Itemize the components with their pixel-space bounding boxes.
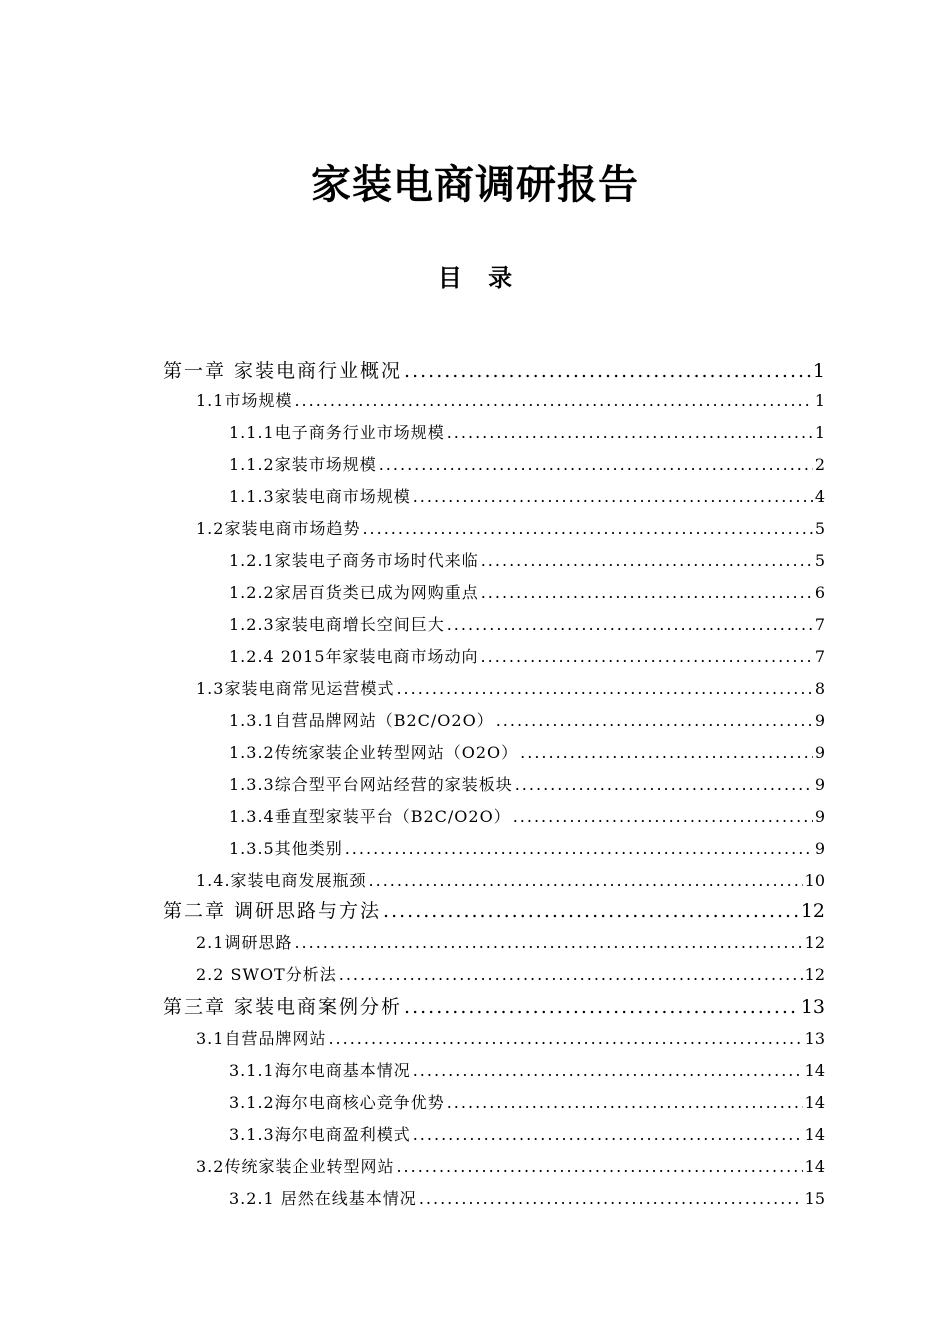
toc-dot-leader bbox=[379, 450, 813, 480]
toc-page-number: 9 bbox=[814, 711, 825, 730]
toc-dot-leader bbox=[481, 642, 813, 672]
toc-page-number: 12 bbox=[804, 965, 825, 984]
toc-dot-leader bbox=[419, 1184, 803, 1214]
toc-entry-title: 3.1自营品牌网站 bbox=[196, 1029, 327, 1048]
toc-entry-title: 1.3.3综合型平台网站经营的家装板块 bbox=[229, 775, 513, 794]
toc-entry-title: 3.1.1海尔电商基本情况 bbox=[229, 1061, 411, 1080]
toc-entry-title: 1.1市场规模 bbox=[196, 391, 293, 410]
toc-entry[interactable] bbox=[229, 642, 825, 672]
toc-dot-leader bbox=[447, 1088, 803, 1118]
toc-dot-leader bbox=[339, 960, 803, 990]
toc-dot-leader bbox=[513, 802, 813, 832]
toc-page-number: 14 bbox=[804, 1061, 825, 1080]
toc-page-number: 9 bbox=[814, 807, 825, 826]
toc-entry-title: 第一章 家装电商行业概况 bbox=[163, 360, 403, 382]
toc-entry[interactable] bbox=[196, 866, 825, 896]
toc-dot-leader bbox=[396, 1152, 802, 1182]
document-title: 家装电商调研报告 bbox=[311, 162, 639, 208]
toc-heading: 目 录 bbox=[437, 264, 513, 292]
toc-dot-leader bbox=[481, 578, 813, 608]
toc-page-number: 9 bbox=[814, 839, 825, 858]
toc-dot-leader bbox=[294, 386, 812, 416]
toc-page-number: 15 bbox=[804, 1189, 825, 1208]
toc-entry-title: 3.1.2海尔电商核心竞争优势 bbox=[229, 1093, 445, 1112]
toc-entry[interactable] bbox=[196, 1024, 825, 1054]
toc-entry[interactable] bbox=[163, 990, 825, 1024]
toc-page-number: 1 bbox=[812, 360, 825, 382]
toc-entry[interactable] bbox=[229, 418, 825, 448]
toc-entry[interactable] bbox=[196, 1152, 825, 1182]
toc-page-number: 1 bbox=[814, 391, 825, 410]
toc-page-number: 5 bbox=[814, 519, 825, 538]
toc-entry[interactable] bbox=[229, 1120, 825, 1150]
toc-entry[interactable] bbox=[229, 1088, 825, 1118]
toc-entry-title: 1.2.2家居百货类已成为网购重点 bbox=[229, 583, 479, 602]
toc-entry-title: 1.2.3家装电商增长空间巨大 bbox=[229, 615, 445, 634]
toc-entry[interactable] bbox=[163, 354, 825, 388]
toc-entry[interactable] bbox=[229, 482, 825, 512]
toc-entry-title: 1.2.1家装电子商务市场时代来临 bbox=[229, 551, 479, 570]
toc-dot-leader bbox=[383, 894, 799, 928]
toc-entry[interactable] bbox=[229, 770, 825, 800]
toc-dot-leader bbox=[447, 610, 813, 640]
toc-entry-title: 1.1.3家装电商市场规模 bbox=[229, 487, 411, 506]
toc-page-number: 7 bbox=[814, 647, 825, 666]
toc-dot-leader bbox=[447, 418, 813, 448]
toc-dot-leader bbox=[328, 1024, 802, 1054]
toc-dot-leader bbox=[404, 990, 799, 1024]
toc-page-number: 1 bbox=[814, 423, 825, 442]
toc-page-number: 14 bbox=[804, 1093, 825, 1112]
toc-entry-title: 1.4.家装电商发展瓶颈 bbox=[196, 871, 367, 890]
toc-dot-leader bbox=[496, 706, 813, 736]
toc-entry-title: 1.3家装电商常见运营模式 bbox=[196, 679, 395, 698]
toc-entry-title: 1.3.2传统家装企业转型网站（O2O） bbox=[229, 743, 519, 762]
toc-page-number: 8 bbox=[814, 679, 825, 698]
toc-dot-leader bbox=[515, 770, 813, 800]
toc-dot-leader bbox=[369, 866, 803, 896]
toc-dot-leader bbox=[294, 928, 802, 958]
toc-entry-title: 2.1调研思路 bbox=[196, 933, 293, 952]
toc-dot-leader bbox=[396, 674, 812, 704]
toc-entry-title: 2.2 SWOT分析法 bbox=[196, 965, 337, 984]
toc-entry-title: 1.3.5其他类别 bbox=[229, 839, 343, 858]
toc-page-number: 12 bbox=[804, 933, 825, 952]
toc-page-number: 2 bbox=[814, 455, 825, 474]
toc-entry[interactable] bbox=[229, 1184, 825, 1214]
toc-dot-leader bbox=[413, 1056, 803, 1086]
toc-page-number: 9 bbox=[814, 775, 825, 794]
toc-page-number: 4 bbox=[814, 487, 825, 506]
toc-page-number: 14 bbox=[804, 1157, 825, 1176]
toc-dot-leader bbox=[404, 354, 811, 388]
toc-page-number: 10 bbox=[804, 871, 825, 890]
toc-dot-leader bbox=[362, 514, 812, 544]
toc-entry-title: 3.1.3海尔电商盈利模式 bbox=[229, 1125, 411, 1144]
toc-entry[interactable] bbox=[196, 386, 825, 416]
toc-entry[interactable] bbox=[196, 674, 825, 704]
toc-entry[interactable] bbox=[229, 546, 825, 576]
toc-dot-leader bbox=[413, 482, 813, 512]
toc-entry-title: 第二章 调研思路与方法 bbox=[163, 900, 382, 922]
toc-page-number: 14 bbox=[804, 1125, 825, 1144]
toc-entry[interactable] bbox=[163, 894, 825, 928]
toc-entry-title: 3.2传统家装企业转型网站 bbox=[196, 1157, 395, 1176]
toc-entry-title: 1.1.2家装市场规模 bbox=[229, 455, 377, 474]
toc-entry-title: 第三章 家装电商案例分析 bbox=[163, 996, 403, 1018]
toc-entry-title: 1.1.1电子商务行业市场规模 bbox=[229, 423, 445, 442]
toc-entry[interactable] bbox=[229, 802, 825, 832]
toc-dot-leader bbox=[345, 834, 813, 864]
toc-entry[interactable] bbox=[229, 610, 825, 640]
toc-page-number: 7 bbox=[814, 615, 825, 634]
toc-entry[interactable] bbox=[229, 738, 825, 768]
toc-page-number: 6 bbox=[814, 583, 825, 602]
toc-page-number: 13 bbox=[800, 996, 825, 1018]
toc-entry[interactable] bbox=[229, 1056, 825, 1086]
toc-page-number: 5 bbox=[814, 551, 825, 570]
toc-page-number: 9 bbox=[814, 743, 825, 762]
toc-entry[interactable] bbox=[229, 706, 825, 736]
toc-entry-title: 1.2.4 2015年家装电商市场动向 bbox=[229, 647, 479, 666]
toc-dot-leader bbox=[481, 546, 813, 576]
toc-dot-leader bbox=[520, 738, 813, 768]
toc-entry[interactable] bbox=[229, 578, 825, 608]
toc-page-number: 13 bbox=[804, 1029, 825, 1048]
toc-page-number: 12 bbox=[800, 900, 825, 922]
toc-entry-title: 3.2.1 居然在线基本情况 bbox=[229, 1189, 417, 1208]
toc-entry[interactable] bbox=[196, 960, 825, 990]
toc-entry-title: 1.3.1自营品牌网站（B2C/O2O） bbox=[229, 711, 494, 730]
toc-entry-title: 1.3.4垂直型家装平台（B2C/O2O） bbox=[229, 807, 511, 826]
toc-entry-title: 1.2家装电商市场趋势 bbox=[196, 519, 361, 538]
toc-entry[interactable] bbox=[229, 450, 825, 480]
toc-entry[interactable] bbox=[196, 514, 825, 544]
toc-entry[interactable] bbox=[196, 928, 825, 958]
toc-dot-leader bbox=[413, 1120, 803, 1150]
toc-entry[interactable] bbox=[229, 834, 825, 864]
